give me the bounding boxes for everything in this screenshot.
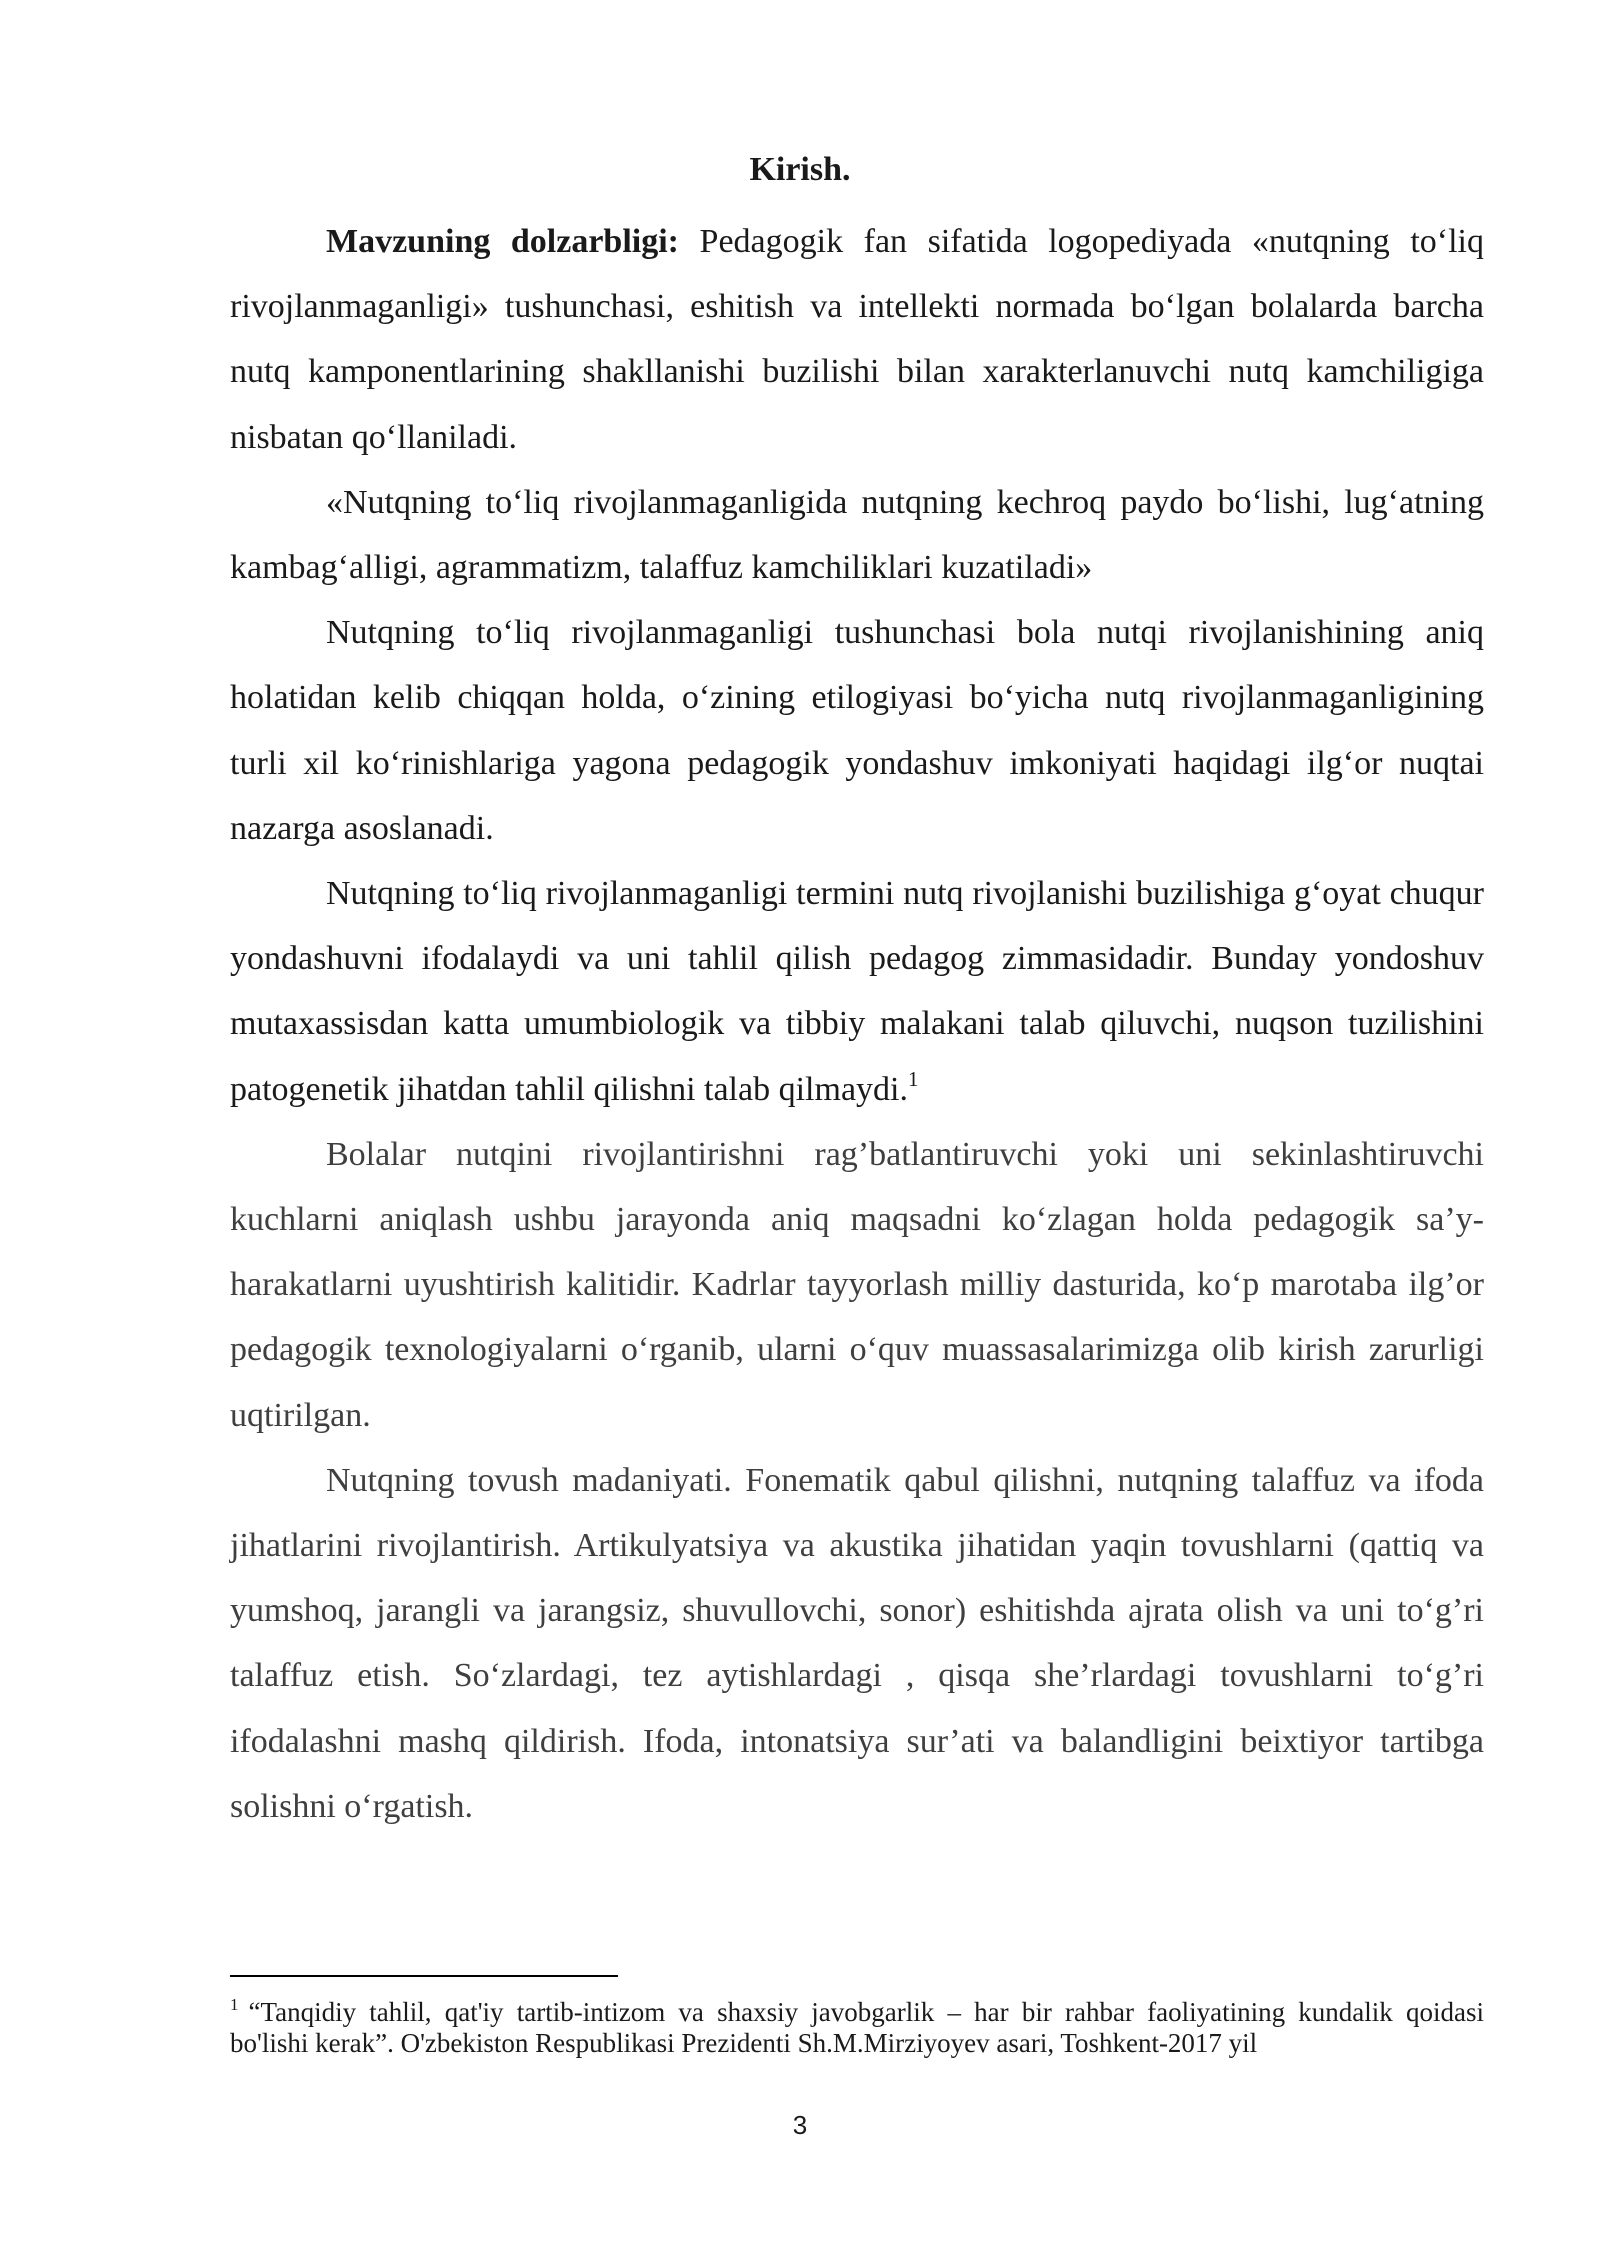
paragraph-quote [230, 470, 1484, 600]
paragraph-text: Nutqning to‘liq rivojlanmaganligi tushunchasi bola nutqi rivojlanishining aniq holatidan kelib chiqqan holda, o‘zining etilogiyasi bo‘yicha nutq rivojlanmaganligining turli xil ko‘rinishlariga yagona pedagogik yondashuv imkoniyati haqidagi ilg‘or nuqtai nazarga asoslanadi. [230, 614, 1484, 847]
section-title: Kirish. [749, 151, 851, 188]
paragraph-text: Nutqning tovush madaniyati. Fonematik qabul qilishni, nutqning talaffuz va ifoda jihatlarini rivojlantirish. Artikulyatsiya va akustika jihatidan yaqin tovushlarni (qattiq va yumshoq, jarangli va jarangsiz, shuvullovchi, sonor) eshitishda ajrata olish va uni to‘g’ri talaffuz etish. So‘zlardagi, tez aytishlardagi , qisqa she’rlardagi tovushlarni to‘g’ri ifodalashni mashq qildirish. Ifoda, intonatsiya sur’ati va balandligini beixtiyor tartibga solishni o‘rgatish. [230, 1461, 1484, 1825]
paragraph-lead-label: Mavzuning dolzarbligi: [326, 223, 680, 260]
footnote-number: 1 [230, 1995, 239, 2014]
footnote-reference[interactable]: 1 [907, 1066, 919, 1091]
page-number: 3 [792, 2110, 808, 2140]
paragraph-text: Nutqning to‘liq rivojlanmaganligi termini nutq rivojlanishi buzilishiga g‘oyat chuqur yondashuvni ifodalaydi va uni tahlil qilish pedagog zimmasidadir. Bunday yondoshuv mutaxassisdan katta umumbiologik va tibbiy malakani talab qiluvchi, nuqson tuzilishini patogenetik jihatdan tahlil qilishni talab qilmaydi. [230, 875, 1484, 1108]
footnote-separator [230, 1975, 618, 1977]
footnote-text: “Tanqidiy tahlil, qat'iy tartib-intizom va shaxsiy javobgarlik – har bir rahbar faoliyatining kundalik qoidasi bo'lishi kerak”. O'zbekiston Respublikasi Prezidenti Sh.M.Mirziyoyev asari, Toshkent-2017 yil [230, 1997, 1484, 2058]
paragraph-concept [230, 600, 1484, 861]
paragraph-text: «Nutqning to‘liq rivojlanmaganligida nutqning kechroq paydo bo‘lishi, lug‘atning kambag‘alligi, agrammatizm, talaffuz kamchiliklari kuzatiladi» [230, 483, 1484, 587]
paragraph-development [230, 1122, 1484, 1448]
footnote [230, 1997, 1484, 2059]
paragraph-relevance [230, 209, 1484, 470]
body-text [230, 209, 1484, 1839]
paragraph-sound-culture [230, 1448, 1484, 1839]
paragraph-term [230, 861, 1484, 1122]
paragraph-text: Bolalar nutqini rivojlantirishni rag’batlantiruvchi yoki uni sekinlashtiruvchi kuchlarni aniqlash ushbu jarayonda aniq maqsadni ko‘zlagan holda pedagogik sa’y-harakatlarni uyushtirish kalitidir. Kadrlar tayyorlash milliy dasturida, ko‘p marotaba ilg’or pedagogik texnologiyalarni o‘rganib, ularni o‘quv muassasalarimizga olib kirish zarurligi uqtirilgan. [230, 1135, 1484, 1434]
paragraph-text: Pedagogik fan sifatida logopediyada «nutqning to‘liq rivojlanmaganligi» tushunchasi, eshitish va intellekti normada bo‘lgan bolalarda barcha nutq kamponentlarining shakllanishi buzilishi bilan xarakterlanuvchi nutq kamchiligiga nisbatan qo‘llaniladi. [230, 223, 1484, 456]
